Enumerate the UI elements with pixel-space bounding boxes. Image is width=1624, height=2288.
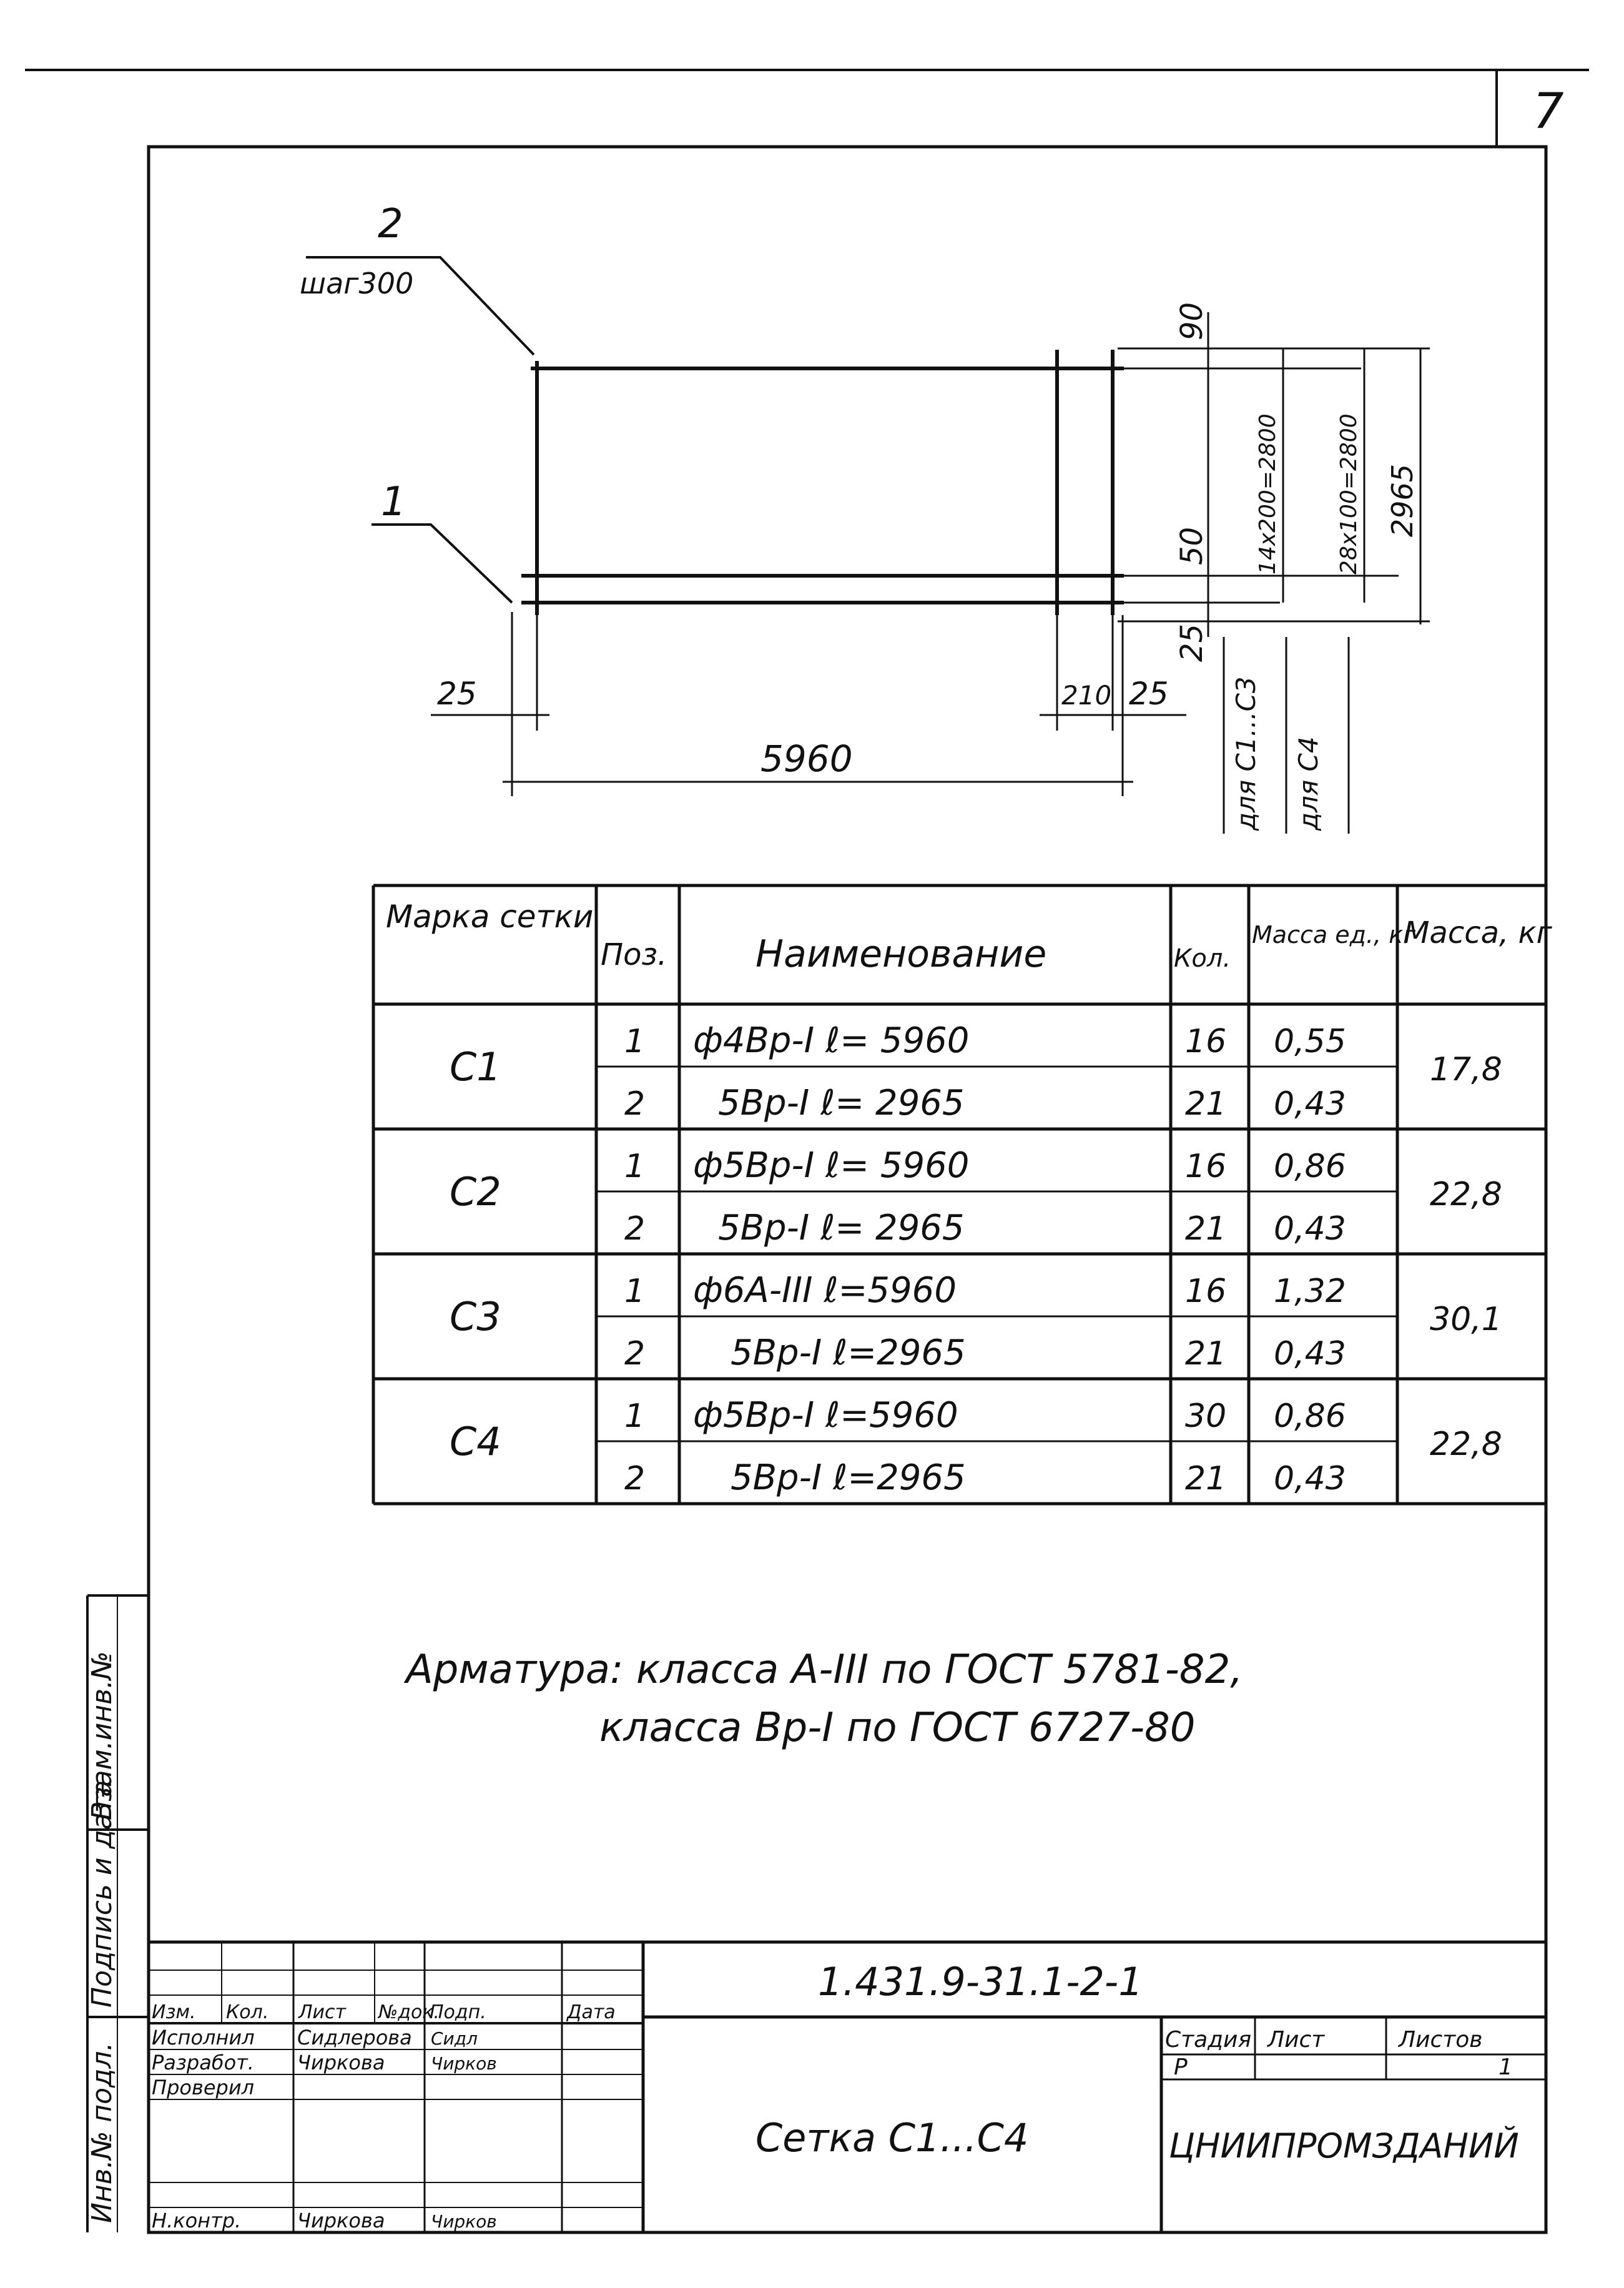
- tb-h-podp: Подп.: [430, 2001, 486, 2023]
- c3-qty2: 21: [1185, 1335, 1227, 1373]
- c1-pos2: 2: [624, 1085, 646, 1123]
- tb-h-ndok: №док.: [378, 2001, 440, 2023]
- th-pos: Поз.: [601, 937, 667, 972]
- title-block: [149, 1942, 1545, 2232]
- tb-role-3: Проверил: [152, 2076, 255, 2099]
- tb-name-2: Чиркова: [297, 2051, 385, 2074]
- tb-sheet-label: Лист: [1267, 2027, 1325, 2053]
- bar2-label: 2: [378, 201, 403, 247]
- c1-qty2: 21: [1185, 1085, 1227, 1123]
- rebar-note-line1: Арматура: класса А-III по ГОСТ 5781-82,: [406, 1647, 1243, 1693]
- c4-mass: 22,8: [1430, 1426, 1502, 1463]
- c2-pos2: 2: [624, 1210, 646, 1248]
- c1-qty1: 16: [1185, 1023, 1227, 1060]
- side-vzam-inv: Взам.инв.№: [86, 1651, 118, 1820]
- c1-mass: 17,8: [1430, 1051, 1502, 1088]
- dim-28x100: 28x100=2800: [1336, 413, 1362, 574]
- tb-stage-label: Стадия: [1165, 2027, 1252, 2053]
- th-mass: Масса, кг: [1404, 915, 1552, 950]
- c3-name2: 5Вр-I ℓ=2965: [731, 1333, 966, 1373]
- tb-doc-code: 1.431.9-31.1-2-1: [818, 1959, 1143, 2004]
- c3-pos1: 1: [624, 1273, 646, 1310]
- tb-sheets-value: 1: [1499, 2054, 1513, 2080]
- tb-org: ЦНИИПРОМЗДАНИЙ: [1169, 2126, 1519, 2166]
- c2-um1: 0,86: [1274, 1148, 1346, 1185]
- bar1-leader: [372, 525, 512, 603]
- c1-pos1: 1: [624, 1023, 646, 1060]
- c3-mass: 30,1: [1430, 1301, 1502, 1338]
- tb-sign-2: Чирков: [431, 2053, 497, 2074]
- tb-h-data: Дата: [567, 2001, 616, 2023]
- rebar-table: [373, 885, 1553, 1504]
- dim-50: 50: [1174, 526, 1209, 565]
- tb-stage-value: Р: [1174, 2054, 1188, 2080]
- dim-25-vertical: 25: [1174, 623, 1209, 662]
- c1-um2: 0,43: [1274, 1085, 1346, 1123]
- c3-pos2: 2: [624, 1335, 646, 1373]
- c4-qty1: 30: [1185, 1398, 1227, 1435]
- c4-pos1: 1: [624, 1398, 646, 1435]
- th-qty: Кол.: [1174, 944, 1231, 973]
- c2-name2: 5Вр-I ℓ= 2965: [718, 1208, 965, 1248]
- c3-qty1: 16: [1185, 1273, 1227, 1310]
- tb-sign-5: Чирков: [431, 2211, 497, 2232]
- tb-item-name: Сетка С1...С4: [755, 2115, 1029, 2161]
- mark-c3: С3: [450, 1294, 501, 1339]
- c1-name2: 5Вр-I ℓ= 2965: [718, 1083, 965, 1123]
- dim-210: 210: [1061, 680, 1112, 711]
- tb-role-1: Исполнил: [152, 2026, 255, 2049]
- c2-mass: 22,8: [1430, 1176, 1502, 1213]
- side-inv-podl: Инв.№ подл.: [86, 2042, 118, 2223]
- c2-pos1: 1: [624, 1148, 646, 1185]
- dim-right-25: 25: [1129, 676, 1169, 712]
- page-number: 7: [1533, 84, 1564, 140]
- note-c4: для С4: [1293, 736, 1324, 831]
- mark-c1: С1: [450, 1044, 501, 1090]
- c2-qty1: 16: [1185, 1148, 1227, 1185]
- dim-2965: 2965: [1385, 463, 1419, 537]
- tb-sheets-label: Листов: [1399, 2027, 1483, 2053]
- c2-name1: ф5Вр-I ℓ= 5960: [693, 1145, 970, 1186]
- th-unit-mass: Масса ед., кг: [1252, 921, 1416, 949]
- dim-left-25: 25: [437, 676, 477, 712]
- tb-sign-1: Сидл: [431, 2028, 478, 2049]
- side-stamp: [86, 1595, 149, 2232]
- c3-um1: 1,32: [1274, 1273, 1346, 1310]
- tb-h-kol: Кол.: [226, 2001, 269, 2023]
- c1-name1: ф4Вр-I ℓ= 5960: [693, 1020, 970, 1061]
- c4-um2: 0,43: [1274, 1460, 1346, 1497]
- c2-qty2: 21: [1185, 1210, 1227, 1248]
- th-name: Наименование: [755, 932, 1047, 976]
- bar2-step: шаг300: [300, 267, 414, 300]
- c4-pos2: 2: [624, 1460, 646, 1497]
- c1-um1: 0,55: [1274, 1023, 1346, 1060]
- tb-name-5: Чиркова: [297, 2209, 385, 2232]
- tb-role-2: Разработ.: [152, 2051, 254, 2074]
- bar1-label: 1: [381, 479, 406, 525]
- c4-qty2: 21: [1185, 1460, 1227, 1497]
- c4-um1: 0,86: [1274, 1398, 1346, 1435]
- side-podpis-data: Подпись и дата: [86, 1780, 118, 2008]
- mark-c4: С4: [450, 1419, 501, 1464]
- mesh-drawing: [300, 201, 1430, 834]
- dim-5960: 5960: [760, 737, 853, 780]
- tb-role-5: Н.контр.: [152, 2209, 242, 2232]
- c3-name1: ф6А-III ℓ=5960: [693, 1270, 957, 1311]
- c3-um2: 0,43: [1274, 1335, 1346, 1373]
- c4-name2: 5Вр-I ℓ=2965: [731, 1457, 966, 1498]
- tb-name-1: Сидлерова: [297, 2026, 412, 2049]
- th-mark: Марка сетки: [386, 899, 594, 935]
- c4-name1: ф5Вр-I ℓ=5960: [693, 1395, 958, 1436]
- mark-c2: С2: [450, 1169, 501, 1215]
- tb-h-izm: Изм.: [152, 2001, 196, 2023]
- dim-14x200: 14x200=2800: [1255, 413, 1281, 574]
- dim-90: 90: [1174, 302, 1209, 340]
- note-c1-c3: для С1...С3: [1231, 676, 1261, 831]
- tb-h-list: Лист: [298, 2001, 347, 2023]
- c2-um2: 0,43: [1274, 1210, 1346, 1248]
- rebar-note-line2: класса Вр-I по ГОСТ 6727-80: [599, 1705, 1196, 1751]
